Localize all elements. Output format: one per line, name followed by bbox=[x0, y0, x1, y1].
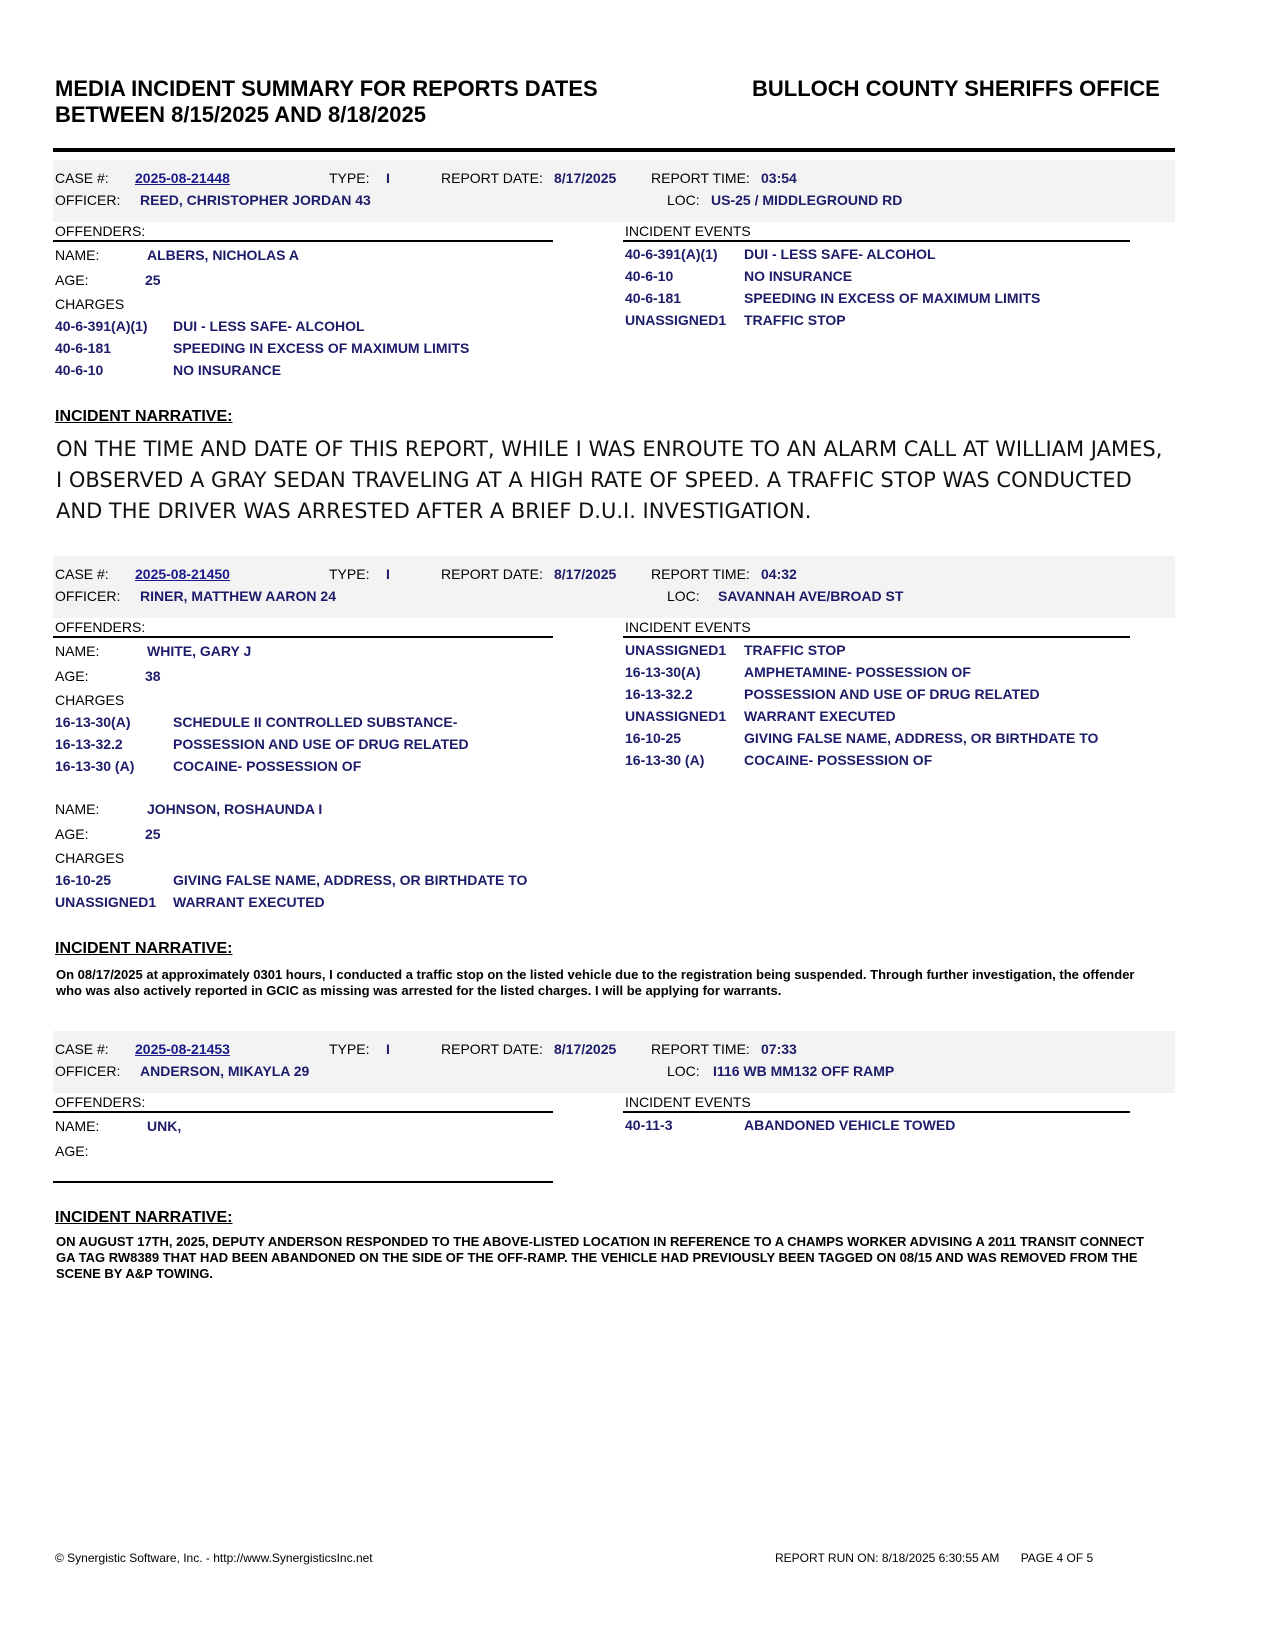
event-code: UNASSIGNED1 bbox=[625, 642, 727, 658]
charge-code: UNASSIGNED1 bbox=[55, 894, 157, 910]
event-desc: POSSESSION AND USE OF DRUG RELATED bbox=[744, 686, 1040, 702]
case-block bbox=[53, 1031, 1175, 1281]
type-value: I bbox=[386, 170, 390, 186]
event-code: 16-10-25 bbox=[625, 730, 682, 746]
case-number-label: CASE #: bbox=[55, 170, 109, 186]
offender-name: ALBERS, NICHOLAS A bbox=[147, 247, 299, 263]
loc-value: US-25 / MIDDLEGROUND RD bbox=[711, 192, 903, 208]
event-desc: AMPHETAMINE- POSSESSION OF bbox=[744, 664, 971, 680]
event-code: UNASSIGNED1 bbox=[625, 312, 727, 328]
incident-events-label: INCIDENT EVENTS bbox=[625, 1094, 751, 1110]
officer-value: ANDERSON, MIKAYLA 29 bbox=[140, 1063, 310, 1079]
type-label: TYPE: bbox=[329, 170, 370, 186]
incident-events-label: INCIDENT EVENTS bbox=[625, 223, 751, 239]
officer-label: OFFICER: bbox=[55, 1063, 121, 1079]
offender-name: JOHNSON, ROSHAUNDA I bbox=[147, 801, 323, 817]
charge-code: 16-13-32.2 bbox=[55, 736, 123, 752]
report-time-label: REPORT TIME: bbox=[651, 566, 750, 582]
charge-code: 16-13-30 (A) bbox=[55, 758, 135, 774]
narrative-heading: INCIDENT NARRATIVE: bbox=[55, 1209, 233, 1226]
event-code: 16-13-32.2 bbox=[625, 686, 693, 702]
offenders-divider bbox=[53, 240, 553, 242]
incident-events-label: INCIDENT EVENTS bbox=[625, 619, 751, 635]
report-date-value: 8/17/2025 bbox=[554, 170, 617, 186]
report-run-timestamp: REPORT RUN ON: 8/18/2025 6:30:55 AM bbox=[775, 1551, 1000, 1565]
event-desc: COCAINE- POSSESSION OF bbox=[744, 752, 933, 768]
offender-age: 25 bbox=[145, 826, 161, 842]
events-divider bbox=[623, 240, 1130, 242]
offender-name: WHITE, GARY J bbox=[147, 643, 252, 659]
age-label: AGE: bbox=[55, 826, 89, 842]
name-label: NAME: bbox=[55, 801, 100, 817]
offenders-end-divider bbox=[53, 1181, 553, 1183]
event-desc: TRAFFIC STOP bbox=[744, 312, 846, 328]
age-label: AGE: bbox=[55, 272, 89, 288]
report-title: MEDIA INCIDENT SUMMARY FOR REPORTS DATES BETWEEN 8/15/2025 AND 8/18/2025 bbox=[55, 76, 598, 127]
report-date-label: REPORT DATE: bbox=[441, 566, 543, 582]
officer-label: OFFICER: bbox=[55, 588, 121, 604]
event-desc: NO INSURANCE bbox=[744, 268, 853, 284]
charges-label: CHARGES bbox=[55, 850, 125, 866]
report-time-value: 04:32 bbox=[761, 566, 797, 582]
case-number-link[interactable]: 2025-08-21448 bbox=[135, 170, 230, 186]
offenders-label: OFFENDERS: bbox=[55, 619, 146, 635]
report-date-value: 8/17/2025 bbox=[554, 1041, 617, 1057]
case-block bbox=[53, 160, 1175, 523]
type-value: I bbox=[386, 566, 390, 582]
page-number: PAGE 4 OF 5 bbox=[1020, 1551, 1094, 1565]
charge-desc: NO INSURANCE bbox=[173, 362, 282, 378]
narrative-heading: INCIDENT NARRATIVE: bbox=[55, 940, 233, 957]
offender-name: UNK, bbox=[147, 1118, 182, 1134]
case-number-link[interactable]: 2025-08-21453 bbox=[135, 1041, 230, 1057]
report-time-label: REPORT TIME: bbox=[651, 170, 750, 186]
event-code: 40-6-181 bbox=[625, 290, 682, 306]
offenders-label: OFFENDERS: bbox=[55, 223, 146, 239]
event-desc: DUI - LESS SAFE- ALCOHOL bbox=[744, 246, 936, 262]
report-date-label: REPORT DATE: bbox=[441, 1041, 543, 1057]
age-label: AGE: bbox=[55, 668, 89, 684]
incident-narrative: ON AUGUST 17TH, 2025, DEPUTY ANDERSON RESPONDED TO THE ABOVE-LISTED LOCATION IN REFERENCE TO A CHAMPS WORKER ADVISING A 2011 TRANSIT CONNECT GA TAG RW8389 THAT HAD BEEN ABANDONED ON THE SIDE OF THE OFF-RAMP. THE VEHICLE HAD PREVIOUSLY BEEN TAGGED ON 08/15 AND WAS REMOVED FROM THE SCENE BY A&P TOWING. bbox=[56, 1234, 1145, 1281]
charge-code: 16-13-30(A) bbox=[55, 714, 131, 730]
offender-age: 38 bbox=[145, 668, 161, 684]
charge-desc: SPEEDING IN EXCESS OF MAXIMUM LIMITS bbox=[173, 340, 470, 356]
loc-label: LOC: bbox=[667, 588, 700, 604]
offenders-divider bbox=[53, 636, 553, 638]
event-code: UNASSIGNED1 bbox=[625, 708, 727, 724]
copyright-footer: © Synergistic Software, Inc. - http://www.SynergisticsInc.net bbox=[55, 1551, 373, 1565]
officer-value: REED, CHRISTOPHER JORDAN 43 bbox=[140, 192, 371, 208]
charge-desc: POSSESSION AND USE OF DRUG RELATED bbox=[173, 736, 469, 752]
events-divider bbox=[623, 1111, 1130, 1113]
event-code: 40-11-3 bbox=[625, 1117, 673, 1133]
report-footer bbox=[775, 1551, 1111, 1565]
charge-code: 40-6-391(A)(1) bbox=[55, 318, 148, 334]
name-label: NAME: bbox=[55, 1118, 100, 1134]
header-divider bbox=[53, 148, 1175, 152]
agency-name: BULLOCH COUNTY SHERIFFS OFFICE bbox=[752, 76, 1160, 101]
case-number-label: CASE #: bbox=[55, 566, 109, 582]
events-divider bbox=[623, 636, 1130, 638]
type-label: TYPE: bbox=[329, 566, 370, 582]
type-value: I bbox=[386, 1041, 390, 1057]
charge-desc: COCAINE- POSSESSION OF bbox=[173, 758, 362, 774]
report-date-value: 8/17/2025 bbox=[554, 566, 617, 582]
charge-code: 40-6-10 bbox=[55, 362, 104, 378]
loc-label: LOC: bbox=[667, 192, 700, 208]
event-code: 16-13-30(A) bbox=[625, 664, 701, 680]
event-code: 40-6-391(A)(1) bbox=[625, 246, 718, 262]
type-label: TYPE: bbox=[329, 1041, 370, 1057]
case-block bbox=[53, 556, 1175, 998]
charge-desc: GIVING FALSE NAME, ADDRESS, OR BIRTHDATE TO bbox=[173, 872, 528, 888]
event-desc: SPEEDING IN EXCESS OF MAXIMUM LIMITS bbox=[744, 290, 1041, 306]
loc-value: I116 WB MM132 OFF RAMP bbox=[713, 1063, 895, 1079]
incident-narrative: On 08/17/2025 at approximately 0301 hours, I conducted a traffic stop on the listed vehicle due to the registration being suspended. Through further investigation, the offender who was also actively reported in GCIC as missing was arrested for the listed charges. I will be applying for warrants. bbox=[56, 967, 1135, 998]
event-desc: ABANDONED VEHICLE TOWED bbox=[744, 1117, 956, 1133]
name-label: NAME: bbox=[55, 247, 100, 263]
charges-label: CHARGES bbox=[55, 296, 125, 312]
case-number-label: CASE #: bbox=[55, 1041, 109, 1057]
charge-desc: SCHEDULE II CONTROLLED SUBSTANCE- bbox=[173, 714, 458, 730]
report-time-value: 03:54 bbox=[761, 170, 797, 186]
offenders-divider bbox=[53, 1111, 553, 1113]
report-time-value: 07:33 bbox=[761, 1041, 797, 1057]
report-time-label: REPORT TIME: bbox=[651, 1041, 750, 1057]
charges-label: CHARGES bbox=[55, 692, 125, 708]
officer-label: OFFICER: bbox=[55, 192, 121, 208]
event-desc: GIVING FALSE NAME, ADDRESS, OR BIRTHDATE TO bbox=[744, 730, 1099, 746]
incident-narrative: ON THE TIME AND DATE OF THIS REPORT, WHILE I WAS ENROUTE TO AN ALARM CALL AT WILLIAM JAMES, I OBSERVED A GRAY SEDAN TRAVELING AT A HIGH RATE OF SPEED. A TRAFFIC STOP WAS CONDUCTED AND THE DRIVER WAS ARRESTED AFTER A BRIEF D.U.I. INVESTIGATION. bbox=[56, 437, 1163, 523]
charge-code: 40-6-181 bbox=[55, 340, 112, 356]
event-code: 40-6-10 bbox=[625, 268, 674, 284]
offenders-label: OFFENDERS: bbox=[55, 1094, 146, 1110]
loc-value: SAVANNAH AVE/BROAD ST bbox=[718, 588, 904, 604]
charge-desc: DUI - LESS SAFE- ALCOHOL bbox=[173, 318, 365, 334]
event-desc: TRAFFIC STOP bbox=[744, 642, 846, 658]
charge-desc: WARRANT EXECUTED bbox=[173, 894, 325, 910]
narrative-heading: INCIDENT NARRATIVE: bbox=[55, 408, 233, 425]
loc-label: LOC: bbox=[667, 1063, 700, 1079]
event-code: 16-13-30 (A) bbox=[625, 752, 705, 768]
age-label: AGE: bbox=[55, 1143, 89, 1159]
charge-code: 16-10-25 bbox=[55, 872, 112, 888]
report-date-label: REPORT DATE: bbox=[441, 170, 543, 186]
name-label: NAME: bbox=[55, 643, 100, 659]
officer-value: RINER, MATTHEW AARON 24 bbox=[140, 588, 336, 604]
offender-age: 25 bbox=[145, 272, 161, 288]
event-desc: WARRANT EXECUTED bbox=[744, 708, 896, 724]
case-number-link[interactable]: 2025-08-21450 bbox=[135, 566, 230, 582]
